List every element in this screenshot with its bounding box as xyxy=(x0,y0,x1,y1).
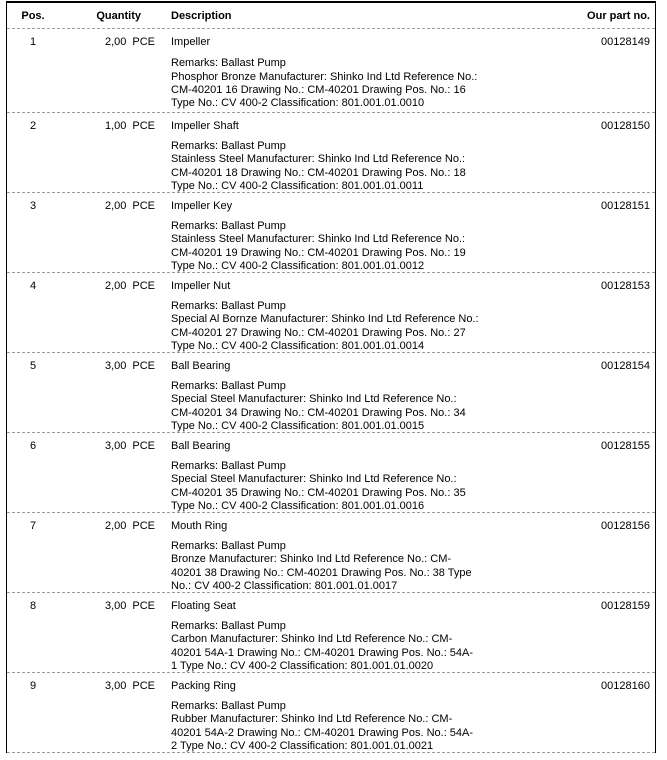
detail-line: 40201 54A-1 Drawing No.: CM-40201 Drawing Pos. No.: 54A- xyxy=(171,646,474,659)
item-name: Ball Bearing xyxy=(171,440,231,452)
detail-line: Type No.: CV 400-2 Classification: 801.001.01.0012 xyxy=(171,260,425,273)
detail-line: Special Steel Manufacturer: Shinko Ind Ltd Reference No.: xyxy=(171,473,457,486)
quantity-value xyxy=(59,36,157,49)
quantity-value xyxy=(59,200,157,212)
detail-line: 40201 38 Drawing No.: CM-40201 Drawing Pos. No.: 38 Type xyxy=(171,566,472,579)
detail-line: CM-40201 18 Drawing No.: CM-40201 Drawing Pos. No.: 18 xyxy=(171,166,466,179)
detail-line: Remarks: Ballast Pump xyxy=(171,140,286,152)
quantity-value xyxy=(59,360,157,372)
detail-line: Remarks: Ballast Pump xyxy=(171,220,286,232)
table-row xyxy=(7,193,655,273)
parts-list-table xyxy=(6,1,656,753)
detail-line: Remarks: Ballast Pump xyxy=(171,620,286,632)
table-row xyxy=(7,273,655,353)
quantity-number: 1,00 xyxy=(104,120,127,132)
detail-line: Special Steel Manufacturer: Shinko Ind Ltd Reference No.: xyxy=(171,393,457,406)
quantity-value xyxy=(59,440,157,452)
item-name: Impeller Key xyxy=(171,200,233,212)
table-row xyxy=(7,673,655,753)
part-number: 00128151 xyxy=(601,200,650,212)
detail-line: Type No.: CV 400-2 Classification: 801.001.01.0010 xyxy=(171,97,425,110)
item-details xyxy=(157,700,525,753)
item-name: Ball Bearing xyxy=(171,360,231,372)
quantity-unit: PCE xyxy=(132,280,155,292)
detail-line: 2 Type No.: CV 400-2 Classification: 801.001.01.0021 xyxy=(171,740,434,753)
quantity-number: 3,00 xyxy=(104,440,127,452)
item-name: Impeller Shaft xyxy=(171,120,239,132)
quantity-number: 2,00 xyxy=(104,200,127,212)
quantity-unit: PCE xyxy=(132,520,155,532)
quantity-number: 2,00 xyxy=(104,520,127,532)
detail-line: Remarks: Ballast Pump xyxy=(171,380,286,392)
detail-line: CM-40201 16 Drawing No.: CM-40201 Drawing Pos. No.: 16 xyxy=(171,84,466,96)
part-number: 00128156 xyxy=(601,520,650,532)
detail-line: Carbon Manufacturer: Shinko Ind Ltd Reference No.: CM- xyxy=(171,633,453,646)
table-row xyxy=(7,513,655,593)
item-details xyxy=(157,300,525,353)
quantity-unit: PCE xyxy=(132,36,155,48)
col-header-quantity: Quantity xyxy=(96,10,141,22)
detail-line: Phosphor Bronze Manufacturer: Shinko Ind Ltd Reference No.: xyxy=(171,70,478,83)
detail-line: Remarks: Ballast Pump xyxy=(171,57,286,70)
detail-line: Rubber Manufacturer: Shinko Ind Ltd Reference No.: CM- xyxy=(171,713,453,726)
item-name: Impeller Nut xyxy=(171,280,231,292)
pos-value: 8 xyxy=(29,600,37,612)
detail-line: Type No.: CV 400-2 Classification: 801.001.01.0015 xyxy=(171,420,425,433)
quantity-number: 3,00 xyxy=(104,360,127,372)
quantity-unit: PCE xyxy=(132,360,155,372)
table-row xyxy=(7,353,655,433)
quantity-number: 2,00 xyxy=(104,280,127,292)
item-details xyxy=(157,460,525,513)
detail-line: Stainless Steel Manufacturer: Shinko Ind Ltd Reference No.: xyxy=(171,153,466,166)
quantity-number: 3,00 xyxy=(104,680,127,692)
detail-line: No.: CV 400-2 Classification: 801.001.01.0017 xyxy=(171,580,398,593)
detail-line: Remarks: Ballast Pump xyxy=(171,540,286,552)
pos-value: 7 xyxy=(29,520,37,532)
pos-value: 3 xyxy=(29,200,37,212)
pos-value: 1 xyxy=(29,36,37,48)
quantity-unit: PCE xyxy=(132,440,155,452)
item-name: Floating Seat xyxy=(171,600,236,612)
detail-line: CM-40201 27 Drawing No.: CM-40201 Drawing Pos. No.: 27 xyxy=(171,326,466,339)
pos-value: 5 xyxy=(29,360,37,372)
part-number: 00128160 xyxy=(601,680,650,692)
item-name: Mouth Ring xyxy=(171,520,228,532)
quantity-unit: PCE xyxy=(132,600,155,612)
pos-value: 6 xyxy=(29,440,37,452)
table-row xyxy=(7,433,655,513)
item-details xyxy=(157,380,525,433)
pos-value: 9 xyxy=(29,680,37,692)
quantity-unit: PCE xyxy=(132,680,155,692)
quantity-value xyxy=(59,120,157,132)
part-number: 00128149 xyxy=(601,36,650,48)
item-name: Packing Ring xyxy=(171,680,236,692)
detail-line: Type No.: CV 400-2 Classification: 801.001.01.0011 xyxy=(171,180,424,193)
detail-line: 1 Type No.: CV 400-2 Classification: 801.001.01.0020 xyxy=(171,660,434,673)
detail-line: Remarks: Ballast Pump xyxy=(171,460,286,472)
detail-line: Stainless Steel Manufacturer: Shinko Ind Ltd Reference No.: xyxy=(171,233,466,246)
detail-line: Type No.: CV 400-2 Classification: 801.001.01.0016 xyxy=(171,500,425,513)
detail-line: CM-40201 19 Drawing No.: CM-40201 Drawing Pos. No.: 19 xyxy=(171,246,466,259)
detail-line: CM-40201 34 Drawing No.: CM-40201 Drawing Pos. No.: 34 xyxy=(171,406,466,419)
detail-line: CM-40201 35 Drawing No.: CM-40201 Drawing Pos. No.: 35 xyxy=(171,486,466,499)
part-number: 00128150 xyxy=(601,120,650,132)
part-number: 00128155 xyxy=(601,440,650,452)
col-header-part-no: Our part no. xyxy=(587,10,650,22)
quantity-unit: PCE xyxy=(132,120,155,132)
part-number: 00128153 xyxy=(601,280,650,292)
pos-value: 4 xyxy=(29,280,37,292)
quantity-value xyxy=(59,520,157,532)
quantity-number: 2,00 xyxy=(104,36,127,48)
item-details xyxy=(157,220,525,273)
item-details xyxy=(157,540,525,593)
pos-value: 2 xyxy=(29,120,37,132)
col-header-pos: Pos. xyxy=(21,10,45,22)
detail-line: Type No.: CV 400-2 Classification: 801.001.01.0014 xyxy=(171,340,425,353)
quantity-value xyxy=(59,600,157,612)
quantity-value xyxy=(59,680,157,692)
detail-line: Special Al Bornze Manufacturer: Shinko Ind Ltd Reference No.: xyxy=(171,313,479,326)
quantity-unit: PCE xyxy=(132,200,155,212)
col-header-description: Description xyxy=(171,10,232,22)
quantity-number: 3,00 xyxy=(104,600,127,612)
table-header-row xyxy=(7,3,655,29)
table-row xyxy=(7,29,655,113)
detail-line: 40201 54A-2 Drawing No.: CM-40201 Drawing Pos. No.: 54A- xyxy=(171,726,474,739)
detail-line: Bronze Manufacturer: Shinko Ind Ltd Reference No.: CM- xyxy=(171,553,452,566)
item-details xyxy=(157,57,525,112)
part-number: 00128159 xyxy=(601,600,650,612)
part-number: 00128154 xyxy=(601,360,650,372)
table-row xyxy=(7,113,655,193)
detail-line: Remarks: Ballast Pump xyxy=(171,700,286,712)
table-body xyxy=(7,29,655,753)
quantity-value xyxy=(59,280,157,292)
item-details xyxy=(157,620,525,673)
item-details xyxy=(157,140,525,193)
detail-line: Remarks: Ballast Pump xyxy=(171,300,286,312)
item-name: Impeller xyxy=(171,36,211,48)
table-row xyxy=(7,593,655,673)
